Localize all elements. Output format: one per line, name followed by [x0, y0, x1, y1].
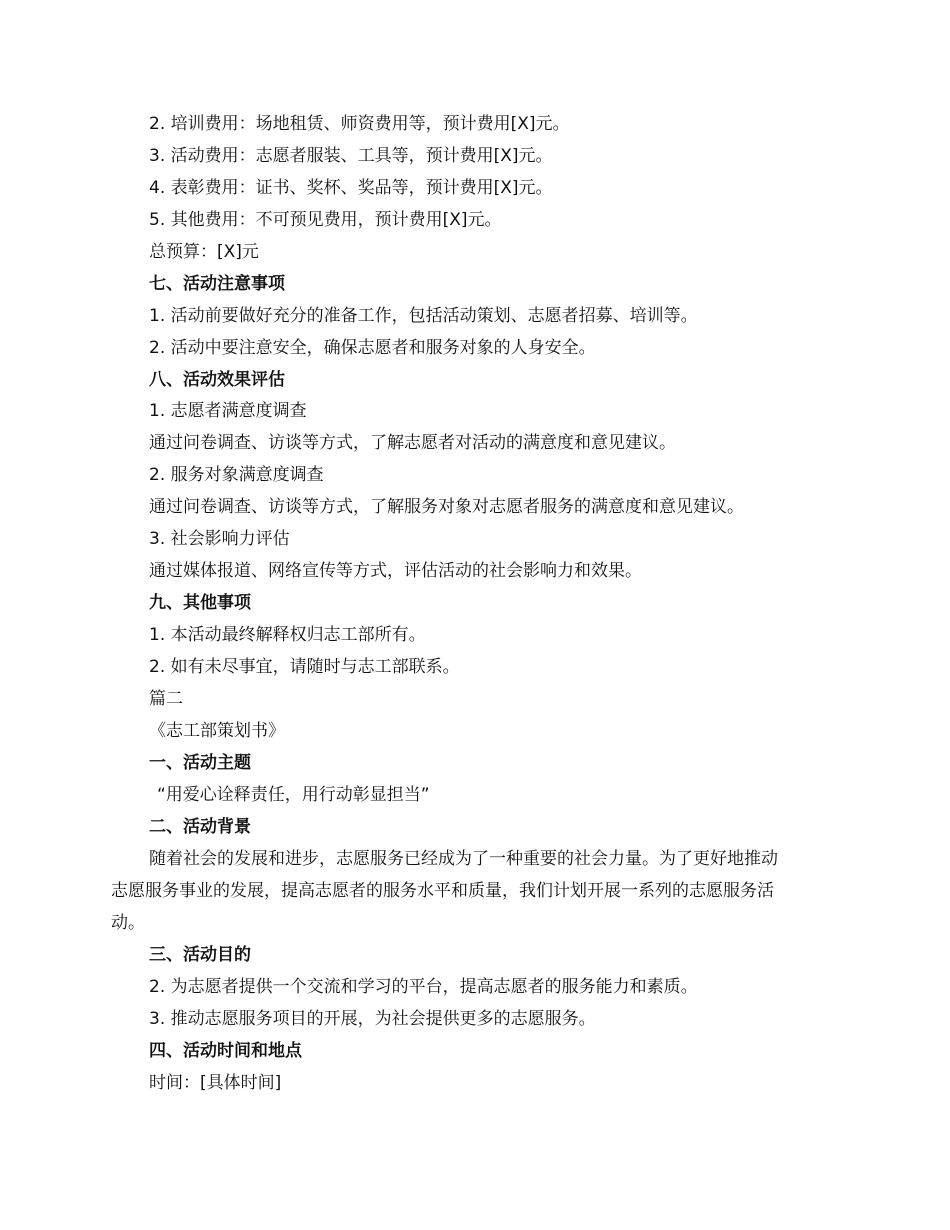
section-heading-background: 二、活动背景	[149, 817, 251, 837]
section-heading-purpose: 三、活动目的	[149, 945, 251, 965]
background-paragraph-line: 随着社会的发展和进步，志愿服务已经成为了一种重要的社会力量。为了更好地推动	[149, 849, 778, 869]
section-heading-time-place: 四、活动时间和地点	[149, 1041, 302, 1061]
notes-item: 2. 活动中要注意安全，确保志愿者和服务对象的人身安全。	[149, 338, 596, 358]
purpose-item: 3. 推动志愿服务项目的开展，为社会提供更多的志愿服务。	[149, 1009, 596, 1029]
evaluation-item: 3. 社会影响力评估	[149, 529, 290, 549]
document-title: 《志工部策划书》	[149, 721, 285, 741]
evaluation-text: 通过问卷调查、访谈等方式，了解服务对象对志愿者服务的满意度和意见建议。	[149, 497, 744, 517]
notes-item: 1. 活动前要做好充分的准备工作，包括活动策划、志愿者招募、培训等。	[149, 306, 698, 326]
budget-item: 4. 表彰费用：证书、奖杯、奖品等，预计费用[X]元。	[149, 178, 553, 198]
time-line: 时间：[具体时间]	[149, 1073, 282, 1093]
evaluation-text: 通过媒体报道、网络宣传等方式，评估活动的社会影响力和效果。	[149, 561, 642, 581]
section-heading-evaluation: 八、活动效果评估	[149, 370, 285, 390]
section-heading-notes: 七、活动注意事项	[149, 274, 285, 294]
section-heading-other: 九、其他事项	[149, 593, 251, 613]
other-item: 1. 本活动最终解释权归志工部所有。	[149, 625, 426, 645]
evaluation-item: 1. 志愿者满意度调查	[149, 401, 307, 421]
background-paragraph-line: 动。	[111, 913, 145, 933]
budget-item: 5. 其他费用：不可预见费用，预计费用[X]元。	[149, 210, 502, 230]
purpose-item: 2. 为志愿者提供一个交流和学习的平台，提高志愿者的服务能力和素质。	[149, 977, 698, 997]
total-budget: 总预算：[X]元	[149, 242, 259, 262]
theme-quote: “用爱心诠释责任，用行动彰显担当”	[157, 785, 430, 805]
background-paragraph-line: 志愿服务事业的发展，提高志愿者的服务水平和质量，我们计划开展一系列的志愿服务活	[111, 881, 774, 901]
budget-item: 3. 活动费用：志愿者服装、工具等，预计费用[X]元。	[149, 146, 553, 166]
evaluation-text: 通过问卷调查、访谈等方式，了解志愿者对活动的满意度和意见建议。	[149, 433, 676, 453]
budget-item: 2. 培训费用：场地租赁、师资费用等，预计费用[X]元。	[149, 114, 570, 134]
section-heading-theme: 一、活动主题	[149, 753, 251, 773]
part-label: 篇二	[149, 689, 183, 709]
other-item: 2. 如有未尽事宜，请随时与志工部联系。	[149, 657, 460, 677]
evaluation-item: 2. 服务对象满意度调查	[149, 465, 324, 485]
